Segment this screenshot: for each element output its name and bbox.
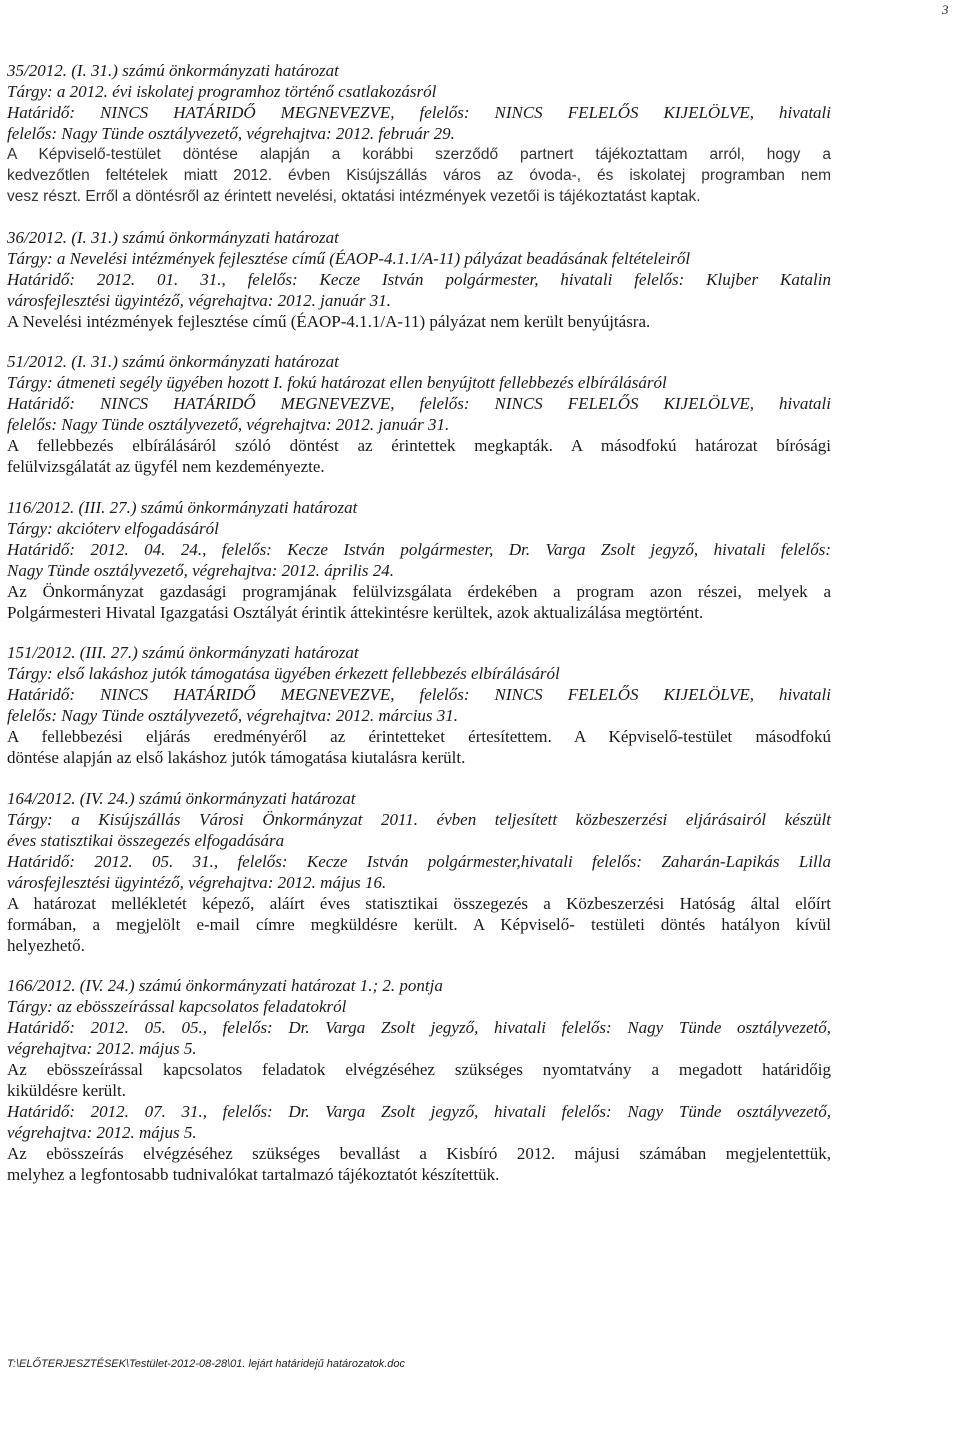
deadline-line: Határidő: 2012. 05. 05., felelős: Dr. Varga Zsolt jegyző, hivatali felelős: Nagy Tünde osztályvezető, (7, 1018, 831, 1037)
body-text: A Nevelési intézmények fejlesztése című (ÉAOP-4.1.1/A-11) pályázat nem került benyújtásra. (7, 311, 651, 331)
subject-line: Tárgy: a Nevelési intézmények fejlesztése című (ÉAOP-4.1.1/A-11) pályázat beadásának feltételeiről (7, 248, 691, 268)
resolution-51 (7, 351, 831, 477)
page-number: 3 (942, 2, 949, 17)
body-text: A fellebbezés elbírálásáról szóló döntést az érintettek megkapták. A másodfokú határozat bírósági (7, 436, 831, 455)
subject-line: Tárgy: az ebösszeírással kapcsolatos feladatokról (7, 997, 347, 1016)
resolution-header: 164/2012. (IV. 24.) számú önkormányzati határozat (7, 788, 356, 808)
deadline-line: felelős: Nagy Tünde osztályvezető, végrehajtva: 2012. február 29. (7, 124, 455, 143)
body-text: kedvezőtlen feltételek miatt 2012. évben Kisújszállás város az óvoda-, és iskolatej programban nem (7, 167, 831, 184)
body-text: felülvizsgálatát az ügyfél nem kezdeményezte. (7, 457, 325, 476)
resolution-166 (7, 975, 831, 1185)
document-body (7, 60, 831, 1205)
resolution-35 (7, 60, 831, 207)
deadline-line: végrehajtva: 2012. május 5. (7, 1123, 197, 1142)
resolution-header: 36/2012. (I. 31.) számú önkormányzati határozat (7, 227, 339, 247)
deadline-line: városfejlesztési ügyintéző, végrehajtva: 2012. május 16. (7, 872, 387, 892)
subject-line: Tárgy: a 2012. évi iskolatej programhoz történő csatlakozásról (7, 82, 437, 101)
body-text: melyhez a legfontosabb tudnivalókat tartalmazó tájékoztatót készítettük. (7, 1165, 500, 1184)
body-text: vesz részt. Erről a döntésről az érintett nevelési, oktatási intézmények vezetői is tájékoztatást kaptak. (7, 188, 701, 205)
body-text: kiküldésre került. (7, 1081, 126, 1100)
subject-line: Tárgy: akcióterv elfogadásáról (7, 518, 219, 538)
resolution-header: 51/2012. (I. 31.) számú önkormányzati határozat (7, 352, 339, 371)
subject-line: Tárgy: a Kisújszállás Városi Önkormányzat 2011. évben teljesített közbeszerzési eljárásairól készült (7, 809, 831, 829)
body-text: A Képviselő-testület döntése alapján a korábbi szerződő partnert tájékoztattam arról, hogy a (7, 146, 831, 163)
deadline-line: Határidő: NINCS HATÁRIDŐ MEGNEVEZVE, felelős: NINCS FELELŐS KIJELÖLVE, hivatali (7, 685, 831, 704)
resolution-164 (7, 788, 831, 956)
deadline-line: Határidő: NINCS HATÁRIDŐ MEGNEVEZVE, felelős: NINCS FELELŐS KIJELÖLVE, hivatali (7, 394, 831, 413)
deadline-line: végrehajtva: 2012. május 5. (7, 1039, 197, 1058)
deadline-line: városfejlesztési ügyintéző, végrehajtva: 2012. január 31. (7, 290, 392, 310)
file-path-footer: T:\ELŐTERJESZTÉSEK\Testület-2012-08-28\01. lejárt határidejű határozatok.doc (7, 1358, 406, 1370)
body-text: Az ebösszeírással kapcsolatos feladatok elvégzéséhez szükséges nyomtatvány a megadott határidőig (7, 1060, 831, 1079)
resolution-header: 35/2012. (I. 31.) számú önkormányzati határozat (7, 61, 339, 80)
resolution-header: 166/2012. (IV. 24.) számú önkormányzati határozat 1.; 2. pontja (7, 976, 443, 995)
body-text: Az Önkormányzat gazdasági programjának felülvizsgálata érdekében a program azon részei, melyek a (7, 581, 831, 601)
deadline-line: Határidő: 2012. 04. 24., felelős: Kecze István polgármester, Dr. Varga Zsolt jegyző, hivatali felelős: (7, 539, 831, 559)
body-text: formában, a megjelölt e-mail címre megküldésre került. A Képviselő- testületi döntés hatályon kívül (7, 914, 831, 934)
deadline-line: Határidő: 2012. 01. 31., felelős: Kecze István polgármester, hivatali felelős: Klujber Katalin (7, 269, 831, 289)
deadline-line: felelős: Nagy Tünde osztályvezető, végrehajtva: 2012. január 31. (7, 415, 450, 434)
deadline-line: Határidő: NINCS HATÁRIDŐ MEGNEVEZVE, felelős: NINCS FELELŐS KIJELÖLVE, hivatali (7, 103, 831, 122)
subject-line: Tárgy: első lakáshoz jutók támogatása ügyében érkezett fellebbezés elbírálásáról (7, 664, 560, 683)
body-text: döntése alapján az első lakáshoz jutók támogatása kiutalásra került. (7, 748, 466, 767)
body-text: A határozat mellékletét képező, aláírt éves statisztikai összegezés a Közbeszerzési Hatóság által előírt (7, 893, 831, 913)
body-text: helyezhető. (7, 935, 85, 955)
resolution-header: 151/2012. (III. 27.) számú önkormányzati határozat (7, 643, 359, 662)
body-text: A fellebbezési eljárás eredményéről az érintetteket értesítettem. A Képviselő-testület másodfokú (7, 727, 831, 746)
body-text: Az ebösszeírás elvégzéséhez szükséges bevallást a Kisbíró 2012. májusi számában megjelentettük, (7, 1144, 831, 1163)
body-text: Polgármesteri Hivatal Igazgatási Osztályát érintik áttekintésre kerültek, azok aktualizálása megtörtént. (7, 602, 704, 622)
resolution-116 (7, 497, 831, 623)
deadline-line: Határidő: 2012. 05. 31., felelős: Kecze István polgármester,hivatali felelős: Zaharán-Lapikás Lilla (7, 851, 831, 871)
subject-line: Tárgy: átmeneti segély ügyében hozott I. fokú határozat ellen benyújtott fellebbezés elbírálásáról (7, 373, 667, 392)
resolution-151 (7, 642, 831, 768)
deadline-line: Nagy Tünde osztályvezető, végrehajtva: 2012. április 24. (7, 560, 395, 580)
deadline-line: Határidő: 2012. 07. 31., felelős: Dr. Varga Zsolt jegyző, hivatali felelős: Nagy Tünde osztályvezető, (7, 1102, 831, 1121)
deadline-line: felelős: Nagy Tünde osztályvezető, végrehajtva: 2012. március 31. (7, 706, 459, 725)
subject-line: éves statisztikai összegezés elfogadására (7, 830, 285, 850)
resolution-36 (7, 227, 831, 332)
resolution-header: 116/2012. (III. 27.) számú önkormányzati határozat (7, 497, 358, 517)
